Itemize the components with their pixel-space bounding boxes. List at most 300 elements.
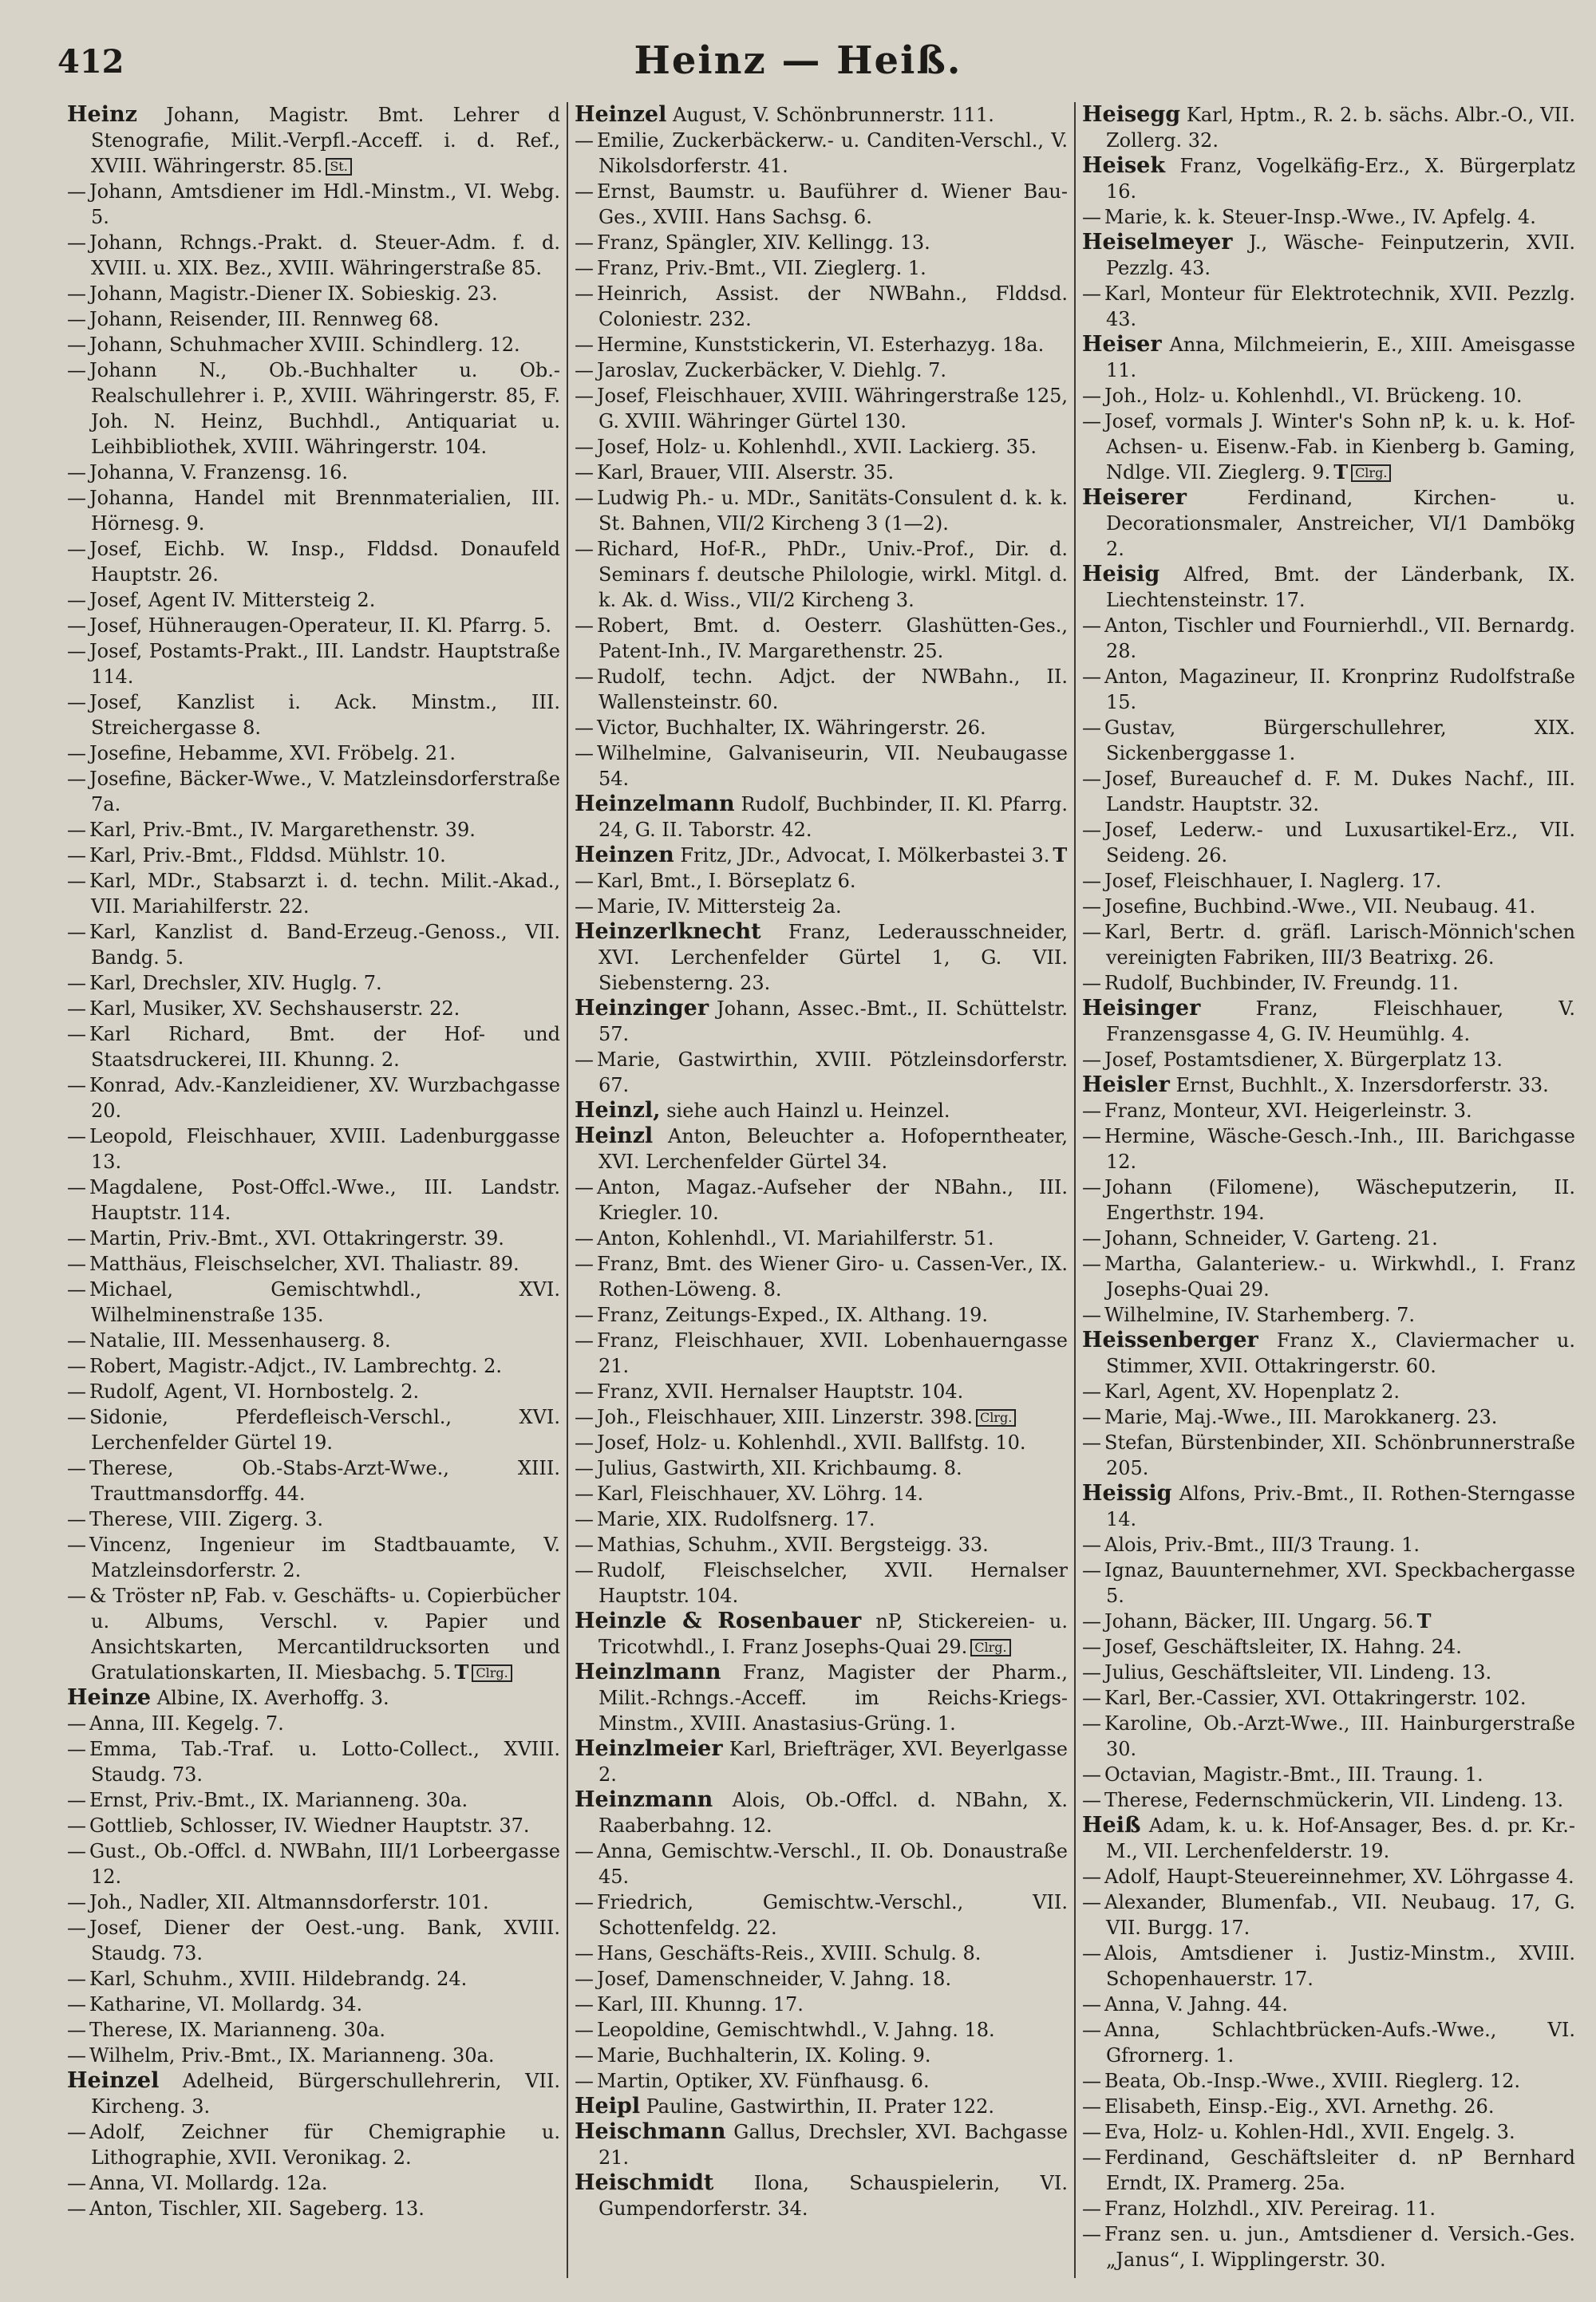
entry-text: Josef, Bureauchef d. F. M. Dukes Nachf., III. Landstr. Hauptstr. 32. — [1104, 768, 1575, 815]
ditto-dash: — — [1082, 282, 1101, 305]
ditto-dash: — — [67, 972, 86, 994]
entry-surname: Heischmann — [575, 2119, 726, 2144]
entry-text: Therese, Ob.-Stabs-Arzt-Wwe., XIII. Trauttmansdorffg. 44. — [89, 1457, 560, 1505]
directory-entry — [67, 332, 560, 357]
directory-entry — [575, 868, 1068, 894]
entry-text: Anton, Tischler und Fournierhdl., VII. Bernardg. 28. — [1104, 614, 1575, 662]
entry-text: Alfred, Bmt. der Länderbank, IX. Liechtensteinstr. 17. — [1106, 563, 1575, 611]
directory-entry — [67, 102, 560, 179]
entry-text: Victor, Buchhalter, IX. Währingerstr. 26. — [597, 717, 986, 739]
ditto-dash: — — [575, 436, 594, 458]
entry-text: Josef, Holz- u. Kohlenhdl., XVII. Lackierg. 35. — [597, 436, 1037, 458]
directory-entry — [1082, 1328, 1575, 1379]
entry-text: Martha, Galanteriew.- u. Wirkwhdl., I. Franz Josephs-Quai 29. — [1104, 1253, 1575, 1301]
ditto-dash: — — [1082, 1661, 1101, 1684]
directory-entry — [1082, 2221, 1575, 2272]
ditto-dash: — — [67, 1712, 86, 1735]
ditto-dash: — — [575, 2019, 594, 2041]
entry-text: Wilhelm, Priv.-Bmt., IX. Marianneng. 30a. — [89, 2044, 495, 2067]
ditto-dash: — — [67, 2019, 86, 2041]
ditto-dash: — — [67, 819, 86, 841]
directory-entry — [575, 740, 1068, 792]
directory-entry — [67, 740, 560, 766]
directory-entry — [575, 434, 1068, 460]
ditto-dash: — — [575, 461, 594, 484]
entry-surname: Heinze — [67, 1685, 152, 1710]
ditto-dash: — — [67, 461, 86, 484]
directory-entry — [67, 587, 560, 613]
directory-entry — [575, 715, 1068, 740]
directory-entry — [575, 1506, 1068, 1532]
ditto-dash: — — [575, 334, 594, 356]
directory-entry — [1082, 1711, 1575, 1762]
ditto-dash: — — [1082, 1712, 1101, 1735]
ditto-dash: — — [575, 1304, 594, 1326]
directory-entry — [1082, 383, 1575, 409]
ditto-dash: — — [1082, 2070, 1101, 2092]
ditto-dash: — — [67, 1278, 86, 1301]
directory-entry — [575, 1736, 1068, 1787]
ditto-dash: — — [67, 1534, 86, 1556]
ditto-dash: — — [67, 1329, 86, 1352]
entry-text: Josef, Eichb. W. Insp., Flddsd. Donaufeld Hauptstr. 26. — [89, 538, 560, 586]
ditto-dash: — — [67, 2197, 86, 2220]
ditto-dash: — — [1082, 1227, 1101, 1250]
directory-entry — [575, 1175, 1068, 1226]
entry-text: Vincenz, Ingenieur im Stadtbauamte, V. Matzleinsdorferstr. 2. — [89, 1534, 560, 1581]
directory-entry — [67, 2119, 560, 2170]
entry-text: Marie, IV. Mittersteig 2a. — [597, 895, 842, 918]
entry-text: Elisabeth, Einsp.-Eig., XVI. Arnethg. 26. — [1104, 2095, 1495, 2118]
directory-entry — [1082, 1123, 1575, 1175]
entry-text: Adam, k. u. k. Hof-Ansager, Bes. d. pr. Kr.-M., VII. Lerchenfelderstr. 19. — [1106, 1814, 1575, 1862]
entry-surname: Heinz — [67, 102, 137, 127]
entry-surname: Heinzlmeier — [575, 1736, 723, 1761]
directory-entry — [67, 1072, 560, 1123]
directory-entry — [1082, 230, 1575, 281]
ditto-dash: — — [1082, 614, 1101, 637]
directory-entry — [1082, 2094, 1575, 2119]
entry-text: Julius, Geschäftsleiter, VII. Lindeng. 13. — [1104, 1661, 1492, 1684]
ditto-dash: — — [67, 538, 86, 560]
directory-entry — [67, 230, 560, 281]
entry-text: Rudolf, Buchbinder, IV. Freundg. 11. — [1104, 972, 1459, 994]
directory-entry — [67, 357, 560, 460]
entry-text: Franz, Priv.-Bmt., VII. Zieglerg. 1. — [597, 257, 926, 279]
entry-surname: Heinzl, — [575, 1098, 661, 1123]
directory-entry — [1082, 1941, 1575, 1992]
ditto-dash: — — [67, 844, 86, 867]
directory-entry — [575, 1455, 1068, 1481]
entry-text: Marie, XIX. Rudolfsnerg. 17. — [597, 1508, 875, 1530]
directory-entry — [1082, 1302, 1575, 1328]
entry-text: Alfons, Priv.-Bmt., II. Rothen-Sterngasse 14. — [1106, 1483, 1575, 1530]
directory-entry — [67, 1889, 560, 1915]
entry-surname: Heissenberger — [1082, 1328, 1258, 1352]
entry-text: Johann, Reisender, III. Rennweg 68. — [89, 308, 440, 330]
directory-entry — [1082, 562, 1575, 613]
entry-text: Johann N., Ob.-Buchhalter u. Ob.-Realschullehrer i. P., XVIII. Währingerstr. 85, F. Joh. N. Heinz, Buchhdl., Antiquariat u. Leihbibliothek, XVIII. Währingerstr. 104. — [89, 359, 560, 458]
entry-surname: Heisek — [1082, 153, 1166, 178]
ditto-dash: — — [67, 1457, 86, 1479]
entry-text: Joh., Fleischhauer, XIII. Linzerstr. 398. — [597, 1406, 974, 1428]
ditto-dash: — — [1082, 1866, 1101, 1888]
directory-entry — [67, 689, 560, 740]
directory-entry — [1082, 1532, 1575, 1558]
entry-text: Ludwig Ph.- u. MDr., Sanitäts-Consulent d. k. k. St. Bahnen, VII/2 Kircheng 3 (1—2). — [597, 487, 1068, 535]
ditto-dash: — — [67, 1891, 86, 1913]
ditto-dash: — — [67, 1840, 86, 1862]
entry-text: Ferdinand, Kirchen- u. Decorationsmaler, Anstreicher, VI/1 Dambökg 2. — [1106, 487, 1575, 560]
ditto-dash: — — [67, 1917, 86, 1939]
entry-text: Robert, Bmt. d. Oesterr. Glashütten-Ges., Patent-Inh., IV. Margarethenstr. 25. — [597, 614, 1068, 662]
entry-text: & Tröster nP, Fab. v. Geschäfts- u. Copierbücher u. Albums, Verschl. v. Papier und Ansichtskarten, Mercantildrucksorten und Gratulationskarten, II. Miesbachg. 5. — [89, 1585, 560, 1684]
entry-text: Karl, Monteur für Elektrotechnik, XVII. Pezzlg. 43. — [1104, 282, 1575, 330]
entry-text: Mathias, Schuhm., XVII. Bergsteigg. 33. — [597, 1534, 989, 1556]
ditto-dash: — — [1082, 819, 1101, 841]
entry-text: Anna, Schlachtbrücken-Aufs.-Wwe., VI. Gfrornerg. 1. — [1104, 2019, 1575, 2067]
ditto-dash: — — [575, 1534, 594, 1556]
entry-surname: Heiser — [1082, 332, 1162, 357]
entry-text: Anna, Milchmeierin, E., XIII. Ameisgasse 11. — [1106, 334, 1575, 381]
ditto-dash: — — [1082, 1253, 1101, 1275]
entry-text: Konrad, Adv.-Kanzleidiener, XV. Wurzbachgasse 20. — [89, 1074, 560, 1122]
entry-text: Josef, Diener der Oest.-ung. Bank, XVIII. Staudg. 73. — [89, 1917, 560, 1964]
entry-text: Gust., Ob.-Offcl. d. NWBahn, III/1 Lorbeergasse 12. — [89, 1840, 560, 1888]
entry-surname: Heisegg — [1082, 102, 1181, 127]
entry-text: Karl, Kanzlist d. Band-Erzeug.-Genoss., VII. Bandg. 5. — [89, 921, 560, 969]
entry-text: Friedrich, Gemischtw.-Verschl., VII. Schottenfeldg. 22. — [597, 1891, 1068, 1939]
directory-entry — [67, 817, 560, 843]
entry-text: Franz, Lederausschneider, XVI. Lerchenfelder Gürtel 1, G. VII. Siebensterng. 23. — [598, 921, 1068, 994]
directory-entry — [67, 919, 560, 970]
ditto-dash: — — [67, 2121, 86, 2143]
entry-text: Karl, Priv.-Bmt., Flddsd. Mühlstr. 10. — [89, 844, 446, 867]
entry-text: Martin, Priv.-Bmt., XVI. Ottakringerstr. 39. — [89, 1227, 504, 1250]
directory-entry — [575, 1251, 1068, 1302]
directory-entry — [67, 1021, 560, 1072]
directory-entry — [1082, 1660, 1575, 1685]
entry-badge: Clrg. — [1351, 464, 1391, 482]
ditto-dash: — — [575, 231, 594, 254]
directory-entry — [575, 460, 1068, 485]
entry-text: Johann, Rchngs.-Prakt. d. Steuer-Adm. f. d. XVIII. u. XIX. Bez., XVIII. Währingerstraße 85. — [89, 231, 560, 279]
entry-text: Karl, Fleischhauer, XV. Löhrg. 14. — [597, 1483, 924, 1505]
entry-text: Anna, Gemischtw.-Verschl., II. Ob. Donaustraße 45. — [597, 1840, 1068, 1888]
entry-text: Franz, Monteur, XVI. Heigerleinstr. 3. — [1104, 1100, 1472, 1122]
directory-entry — [1082, 613, 1575, 664]
page-header — [57, 38, 1539, 102]
entry-surname: Heisig — [1082, 562, 1160, 586]
directory-entry — [1082, 1813, 1575, 1864]
entry-text: Alois, Ob.-Offcl. d. NBahn, X. Raaberbahng. 12. — [598, 1789, 1068, 1837]
ditto-dash: — — [67, 282, 86, 305]
ditto-dash: — — [1082, 1636, 1101, 1658]
directory-entry — [67, 638, 560, 689]
directory-entry — [67, 1711, 560, 1736]
ditto-dash: — — [1082, 717, 1101, 739]
directory-entry — [575, 2119, 1068, 2170]
ditto-dash: — — [575, 282, 594, 305]
directory-entry — [1082, 153, 1575, 204]
directory-entry — [575, 255, 1068, 281]
entry-text: Anton, Kohlenhdl., VI. Mariahilferstr. 51. — [597, 1227, 994, 1250]
entry-text: Gallus, Drechsler, XVI. Bachgasse 21. — [598, 2121, 1068, 2169]
ditto-dash: — — [575, 538, 594, 560]
directory-entry — [575, 1941, 1068, 1966]
entry-text: Franz, Zeitungs-Exped., IX. Althang. 19. — [597, 1304, 989, 1326]
directory-entry — [67, 1175, 560, 1226]
entry-text: Matthäus, Fleischselcher, XVI. Thaliastr. 89. — [89, 1253, 519, 1275]
entry-text: Josefine, Hebamme, XVI. Fröbelg. 21. — [89, 742, 456, 764]
entry-text: Karl, Musiker, XV. Sechshauserstr. 22. — [89, 997, 460, 1020]
directory-entry — [575, 1226, 1068, 1251]
directory-entry — [67, 179, 560, 230]
directory-entry — [1082, 2196, 1575, 2221]
directory-entry — [575, 1838, 1068, 1889]
entry-text: Johann (Filomene), Wäscheputzerin, II. Engerthstr. 194. — [1104, 1176, 1575, 1224]
ditto-dash: — — [67, 308, 86, 330]
directory-entry — [575, 1481, 1068, 1506]
entry-text: Marie, Maj.-Wwe., III. Marokkanerg. 23. — [1104, 1406, 1498, 1428]
directory-entry — [1082, 1787, 1575, 1813]
entry-text: Franz X., Claviermacher u. Stimmer, XVII. Ottakringerstr. 60. — [1106, 1329, 1575, 1377]
ditto-dash: — — [67, 589, 86, 611]
directory-entry — [1082, 1047, 1575, 1072]
entry-surname: Heissig — [1082, 1481, 1172, 1506]
directory-entry — [575, 1379, 1068, 1404]
directory-entry — [575, 1992, 1068, 2017]
entry-text: Hermine, Kunststickerin, VI. Esterhazyg. 18a. — [597, 334, 1045, 356]
entry-text: Josefine, Buchbind.-Wwe., VII. Neubaug. 41. — [1104, 895, 1536, 918]
telephone-mark: T — [1416, 1609, 1432, 1633]
ditto-dash: — — [67, 180, 86, 203]
telephone-mark: T — [1053, 843, 1068, 867]
entry-text: Stefan, Bürstenbinder, XII. Schönbrunnerstraße 205. — [1104, 1431, 1575, 1479]
entry-text: Karl, MDr., Stabsarzt i. d. techn. Milit.-Akad., VII. Mariahilferstr. 22. — [89, 870, 560, 918]
directory-entry — [67, 1123, 560, 1175]
directory-entry — [67, 1404, 560, 1455]
ditto-dash: — — [1082, 972, 1101, 994]
directory-entry — [1082, 970, 1575, 996]
entry-surname: Heiserer — [1082, 485, 1187, 510]
ditto-dash: — — [1082, 1942, 1101, 1964]
entry-text: Franz, Spängler, XIV. Kellingg. 13. — [597, 231, 930, 254]
directory-entry — [575, 792, 1068, 843]
entry-surname: Heipl — [575, 2094, 641, 2118]
entry-text: Josef, Hühneraugen-Operateur, II. Kl. Pfarrg. 5. — [89, 614, 552, 637]
directory-entry — [67, 996, 560, 1021]
ditto-dash: — — [575, 1227, 594, 1250]
ditto-dash: — — [575, 1942, 594, 1964]
ditto-dash: — — [1082, 2223, 1101, 2245]
entry-text: Magdalene, Post-Offcl.-Wwe., III. Landstr. Hauptstr. 114. — [89, 1176, 560, 1224]
entry-text: Anton, Magaz.-Aufseher der NBahn., III. Kriegler. 10. — [597, 1176, 1068, 1224]
ditto-dash: — — [575, 359, 594, 381]
entry-text: Josef, Fleischhauer, XVIII. Währingerstraße 125, G. XVIII. Währinger Gürtel 130. — [597, 385, 1068, 432]
entry-text: Rudolf, Fleischselcher, XVII. Hernalser Hauptstr. 104. — [597, 1559, 1068, 1607]
entry-surname: Heinzl — [575, 1123, 654, 1148]
entry-text: Johann, Schuhmacher XVIII. Schindlerg. 12. — [89, 334, 520, 356]
directory-entry — [67, 613, 560, 638]
ditto-dash: — — [67, 691, 86, 713]
directory-entry — [575, 1660, 1068, 1736]
entry-text: Therese, IX. Marianneng. 30a. — [89, 2019, 385, 2041]
entry-text: Franz sen. u. jun., Amtsdiener d. Versich.-Ges. „Janus“, I. Wipplingerstr. 30. — [1104, 2223, 1575, 2271]
entry-surname: Heinzel — [575, 102, 667, 127]
directory-entry — [67, 460, 560, 485]
ditto-dash: — — [1082, 1304, 1101, 1326]
entry-text: J., Wäsche- Feinputzerin, XVII. Pezzlg. 43. — [1106, 231, 1575, 279]
ditto-dash: — — [575, 2070, 594, 2092]
ditto-dash: — — [67, 1814, 86, 1837]
entry-text: Julius, Gastwirth, XII. Krichbaumg. 8. — [597, 1457, 962, 1479]
entry-text: Karl, Priv.-Bmt., IV. Margarethenstr. 39. — [89, 819, 476, 841]
ditto-dash: — — [1082, 2121, 1101, 2143]
directory-entry — [67, 1328, 560, 1353]
directory-entry — [575, 1609, 1068, 1660]
directory-entry — [1082, 1558, 1575, 1609]
entry-text: Anna, V. Jahng. 44. — [1104, 1993, 1288, 2016]
directory-entry — [67, 1915, 560, 1966]
directory-entry — [1082, 1864, 1575, 1889]
directory-entry — [1082, 204, 1575, 230]
directory-entry — [1082, 996, 1575, 1047]
entry-text: Josefine, Bäcker-Wwe., V. Matzleinsdorferstraße 7a. — [89, 768, 560, 815]
entry-text: Josef, Fleischhauer, I. Naglerg. 17. — [1104, 870, 1442, 892]
directory-entry — [575, 1404, 1068, 1430]
ditto-dash: — — [1082, 385, 1101, 407]
directory-entry — [575, 1532, 1068, 1558]
ditto-dash: — — [67, 1968, 86, 1990]
ditto-dash: — — [67, 1738, 86, 1760]
directory-entry — [1082, 868, 1575, 894]
entry-surname: Heinzen — [575, 843, 674, 867]
directory-entry — [575, 1328, 1068, 1379]
entry-text: Alois, Amtsdiener i. Justiz-Minstm., XVIII. Schopenhauerstr. 17. — [1104, 1942, 1575, 1990]
entry-text: Josef, vormals J. Winter's Sohn nP, k. u. k. Hof-Achsen- u. Eisenw.-Fab. in Kienberg b. Gaming, Ndlge. VII. Zieglerg. 9. — [1104, 410, 1575, 484]
directory-entry — [67, 1992, 560, 2017]
ditto-dash: — — [575, 1483, 594, 1505]
ditto-dash: — — [1082, 1789, 1101, 1811]
entry-text: Pauline, Gastwirthin, II. Prater 122. — [646, 2095, 994, 2118]
ditto-dash: — — [67, 614, 86, 637]
entry-text: Jaroslav, Zuckerbäcker, V. Diehlg. 7. — [597, 359, 947, 381]
directory-entry — [67, 2017, 560, 2043]
entry-text: Leopoldine, Gemischtwhdl., V. Jahng. 18. — [597, 2019, 995, 2041]
directory-entry — [1082, 485, 1575, 562]
directory-entry — [67, 1506, 560, 1532]
directory-entry — [67, 970, 560, 996]
directory-entry — [1082, 2017, 1575, 2068]
directory-entry — [575, 2043, 1068, 2068]
entry-text: Franz, Vogelkäfig-Erz., X. Bürgerplatz 16. — [1106, 155, 1575, 203]
ditto-dash: — — [1082, 768, 1101, 790]
ditto-dash: — — [575, 1048, 594, 1071]
ditto-dash: — — [575, 129, 594, 152]
entry-text: Johann, Schneider, V. Garteng. 21. — [1104, 1227, 1438, 1250]
directory-entry — [1082, 2119, 1575, 2145]
directory-entry — [67, 1685, 560, 1711]
directory-entry — [1082, 332, 1575, 383]
ditto-dash: — — [575, 1457, 594, 1479]
entry-surname: Heinzelmann — [575, 792, 735, 816]
entry-surname: Heinzmann — [575, 1787, 713, 1812]
directory-entry — [575, 894, 1068, 919]
directory-entry — [67, 2043, 560, 2068]
ditto-dash: — — [575, 1406, 594, 1428]
entry-surname: Heisler — [1082, 1072, 1170, 1097]
entry-text: Adelheid, Bürgerschullehrerin, VII. Kircheng. 3. — [91, 2070, 560, 2118]
ditto-dash: — — [575, 870, 594, 892]
directory-entry — [1082, 1098, 1575, 1123]
entry-surname: Heinzlmann — [575, 1660, 721, 1684]
directory-entry — [67, 2170, 560, 2196]
directory-entry — [67, 2196, 560, 2221]
directory-entry — [575, 1098, 1068, 1123]
entry-text: Josef, Holz- u. Kohlenhdl., XVII. Ballfstg. 10. — [597, 1431, 1026, 1454]
entry-text: Johann, Assec.-Bmt., II. Schüttelstr. 57. — [598, 997, 1068, 1045]
directory-entry — [575, 1430, 1068, 1455]
ditto-dash: — — [1082, 1993, 1101, 2016]
directory-entry — [1082, 1685, 1575, 1711]
entry-text: Karl, Agent, XV. Hopenplatz 2. — [1104, 1380, 1400, 1403]
ditto-dash: — — [67, 2172, 86, 2194]
directory-entry — [575, 2094, 1068, 2119]
entry-text: nP, Stickereien- u. Tricotwhdl., I. Franz Josephs-Quai 29. — [598, 1610, 1068, 1658]
directory-entry — [1082, 894, 1575, 919]
ditto-dash: — — [1082, 1176, 1101, 1198]
directory-entry — [67, 306, 560, 332]
directory-entry — [1082, 1404, 1575, 1430]
ditto-dash: — — [1082, 1891, 1101, 1913]
entry-text: Karl, Ber.-Cassier, XVI. Ottakringerstr. 102. — [1104, 1687, 1527, 1709]
directory-entry — [1082, 1072, 1575, 1098]
entry-text: Franz, Bmt. des Wiener Giro- u. Cassen-Ver., IX. Rothen-Löweng. 8. — [597, 1253, 1068, 1301]
directory-entry — [575, 485, 1068, 536]
entry-text: Ferdinand, Geschäftsleiter d. nP Bernhard Erndt, IX. Pramerg. 25a. — [1104, 2146, 1575, 2194]
directory-entry — [575, 1302, 1068, 1328]
entry-text: Marie, Gastwirthin, XVIII. Pötzleinsdorferstr. 67. — [597, 1048, 1068, 1096]
directory-entry — [1082, 715, 1575, 766]
directory-entry — [67, 281, 560, 306]
ditto-dash: — — [67, 1993, 86, 2016]
entry-text: Therese, VIII. Zigerg. 3. — [89, 1508, 324, 1530]
entry-text: Franz, XVII. Hernalser Hauptstr. 104. — [597, 1380, 964, 1403]
directory-entry — [67, 2068, 560, 2119]
directory-entry — [575, 664, 1068, 715]
ditto-dash: — — [67, 1789, 86, 1811]
entry-text: Marie, Buchhalterin, IX. Koling. 9. — [597, 2044, 931, 2067]
entry-text: Joh., Holz- u. Kohlenhdl., VI. Brückeng. 10. — [1104, 385, 1523, 407]
entry-text: Franz, Magister der Pharm., Milit.-Rchngs.-Acceff. im Reichs-Kriegs-Minstm., XVIII. Anastasius-Grüng. 1. — [598, 1661, 1068, 1735]
entry-text: Leopold, Fleischhauer, XVIII. Ladenburggasse 13. — [89, 1125, 560, 1173]
directory-entry — [575, 357, 1068, 383]
directory-entry — [575, 2068, 1068, 2094]
entry-text: August, V. Schönbrunnerstr. 111. — [672, 104, 994, 126]
directory-entry — [67, 1277, 560, 1328]
entry-text: Karl, Schuhm., XVIII. Hildebrandg. 24. — [89, 1968, 468, 1990]
directory-entry — [1082, 1992, 1575, 2017]
entry-text: Josef, Agent IV. Mittersteig 2. — [89, 589, 376, 611]
directory-entry — [67, 485, 560, 536]
entry-text: Emma, Tab.-Traf. u. Lotto-Collect., XVIII. Staudg. 73. — [89, 1738, 560, 1786]
ditto-dash: — — [67, 742, 86, 764]
ditto-dash: — — [575, 1840, 594, 1862]
ditto-dash: — — [1082, 1100, 1101, 1122]
column-2 — [568, 102, 1076, 2278]
page-number: 412 — [57, 43, 124, 81]
